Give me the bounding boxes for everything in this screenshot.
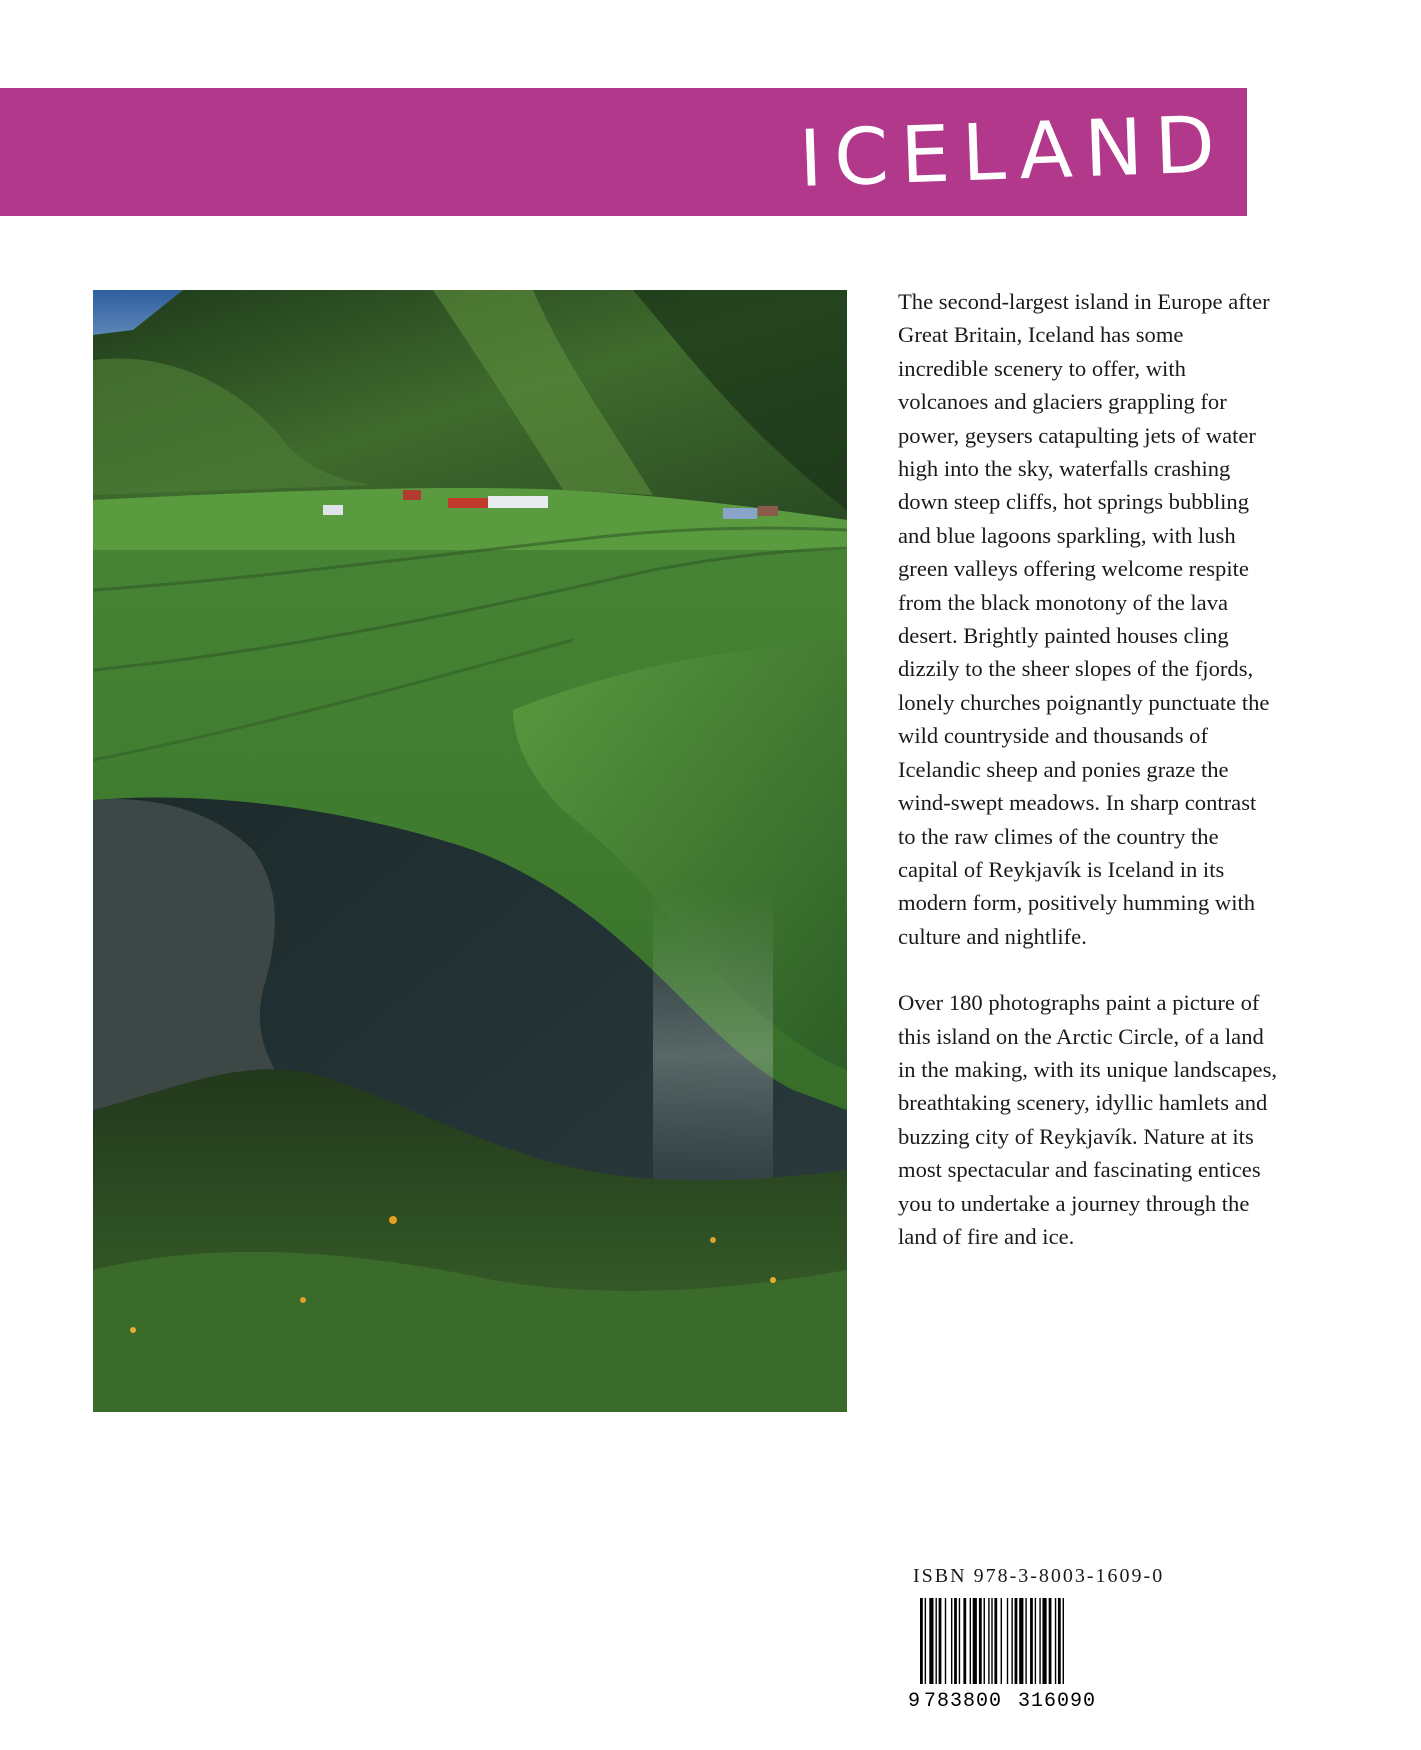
barcode-bar bbox=[1025, 1598, 1026, 1684]
barcode-bar bbox=[1015, 1598, 1018, 1684]
barcode-bar bbox=[1007, 1598, 1008, 1684]
barcode-bar bbox=[939, 1598, 942, 1684]
barcode-bar bbox=[929, 1598, 933, 1684]
barcode-bar bbox=[1011, 1598, 1012, 1684]
barcode-bar bbox=[1042, 1598, 1046, 1684]
barcode-digit-lead: 9 bbox=[908, 1690, 921, 1708]
barcode-bar bbox=[994, 1598, 997, 1684]
barcode-bar bbox=[984, 1598, 985, 1684]
barcode-bar bbox=[1058, 1598, 1061, 1684]
barcode-bar bbox=[963, 1598, 966, 1684]
barcode-bar bbox=[920, 1598, 923, 1684]
description-paragraph-1: The second-largest island in Europe after Great Britain, Iceland has some incredible scenery to offer, with volcanoes and glaciers grappling for power, geysers catapulting jets of water high into the sky, waterfalls crashing down steep cliffs, hot springs bubbling and blue lagoons sparkling, with lush green valleys offering welcome respite from the black monotony of the lava desert. Brightly painted houses cling dizzily to the sheer slopes of the fjords, lonely churches poignantly punctuate the wild countryside and thousands of Icelandic sheep and ponies graze the wind-swept meadows. In sharp contrast to the raw climes of the country the capital of Reykjavík is Iceland in its modern form, positively humming with culture and nightlife. bbox=[898, 289, 1270, 949]
barcode-bar bbox=[1063, 1598, 1064, 1684]
barcode-bar bbox=[973, 1598, 977, 1684]
barcode bbox=[908, 1598, 1114, 1708]
barcode-bar bbox=[1019, 1598, 1023, 1684]
barcode-bar bbox=[954, 1598, 957, 1684]
description-paragraph-2: Over 180 photographs paint a picture of this island on the Arctic Circle, of a land in the making, with its unique landscapes, breathtaking scenery, idyllic hamlets and buzzing city of Reykjavík. Nature at its most spectacular and fascinating entices you to undertake a journey through the land of fire and ice. bbox=[898, 990, 1278, 1249]
barcode-bar bbox=[1001, 1598, 1002, 1684]
barcode-bar bbox=[936, 1598, 937, 1684]
barcode-bar bbox=[925, 1598, 926, 1684]
barcode-bar bbox=[1035, 1598, 1036, 1684]
description-text bbox=[898, 285, 1278, 1286]
barcode-bar bbox=[970, 1598, 971, 1684]
landscape-photo bbox=[93, 290, 847, 1412]
barcode-digits-left: 783800 bbox=[924, 1690, 1003, 1708]
isbn-label: ISBN 978-3-8003-1609-0 bbox=[913, 1565, 1165, 1587]
barcode-bar bbox=[991, 1598, 992, 1684]
barcode-bar bbox=[988, 1598, 989, 1684]
barcode-bar bbox=[959, 1598, 960, 1684]
page-title: ICELAND bbox=[797, 100, 1229, 205]
barcode-bar bbox=[1039, 1598, 1040, 1684]
barcode-bar bbox=[979, 1598, 982, 1684]
barcode-bar bbox=[1049, 1598, 1052, 1684]
title-band bbox=[0, 88, 1247, 216]
barcode-bar bbox=[945, 1598, 946, 1684]
barcode-bar bbox=[951, 1598, 952, 1684]
barcode-bar bbox=[1030, 1598, 1033, 1684]
barcode-digits-right: 316090 bbox=[1018, 1690, 1097, 1708]
barcode-bar bbox=[1055, 1598, 1056, 1684]
